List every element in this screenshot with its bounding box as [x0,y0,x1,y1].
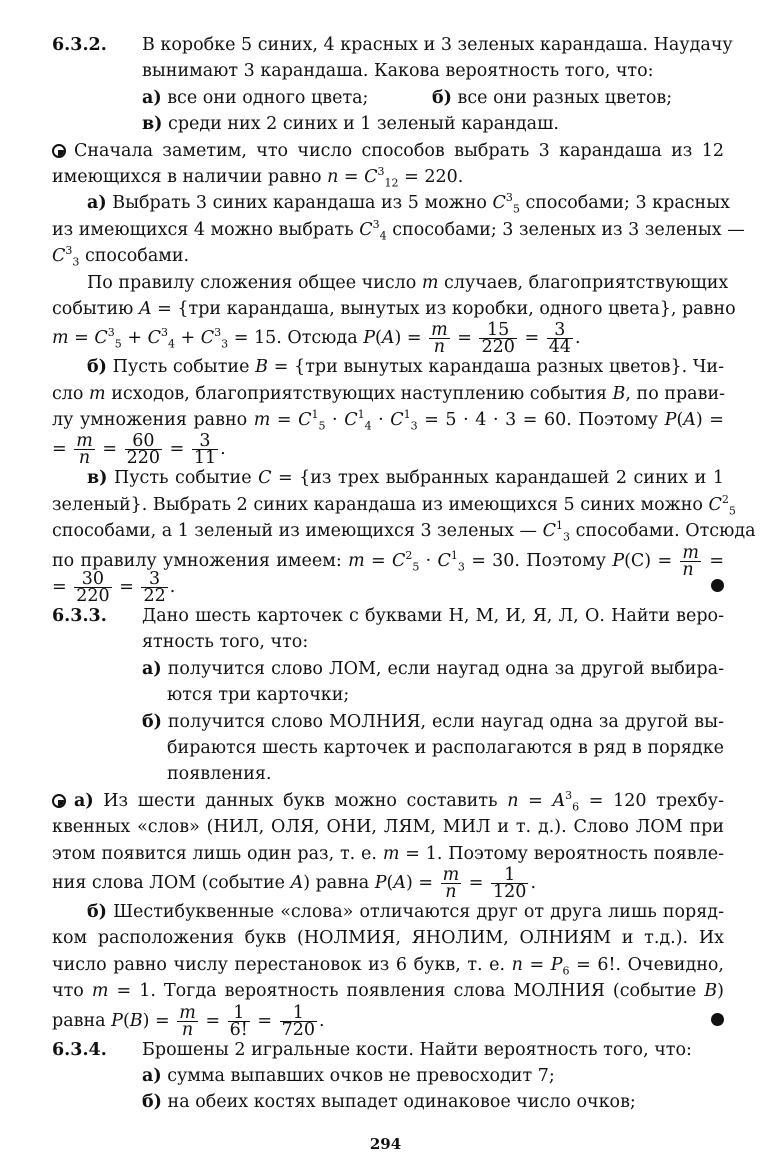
problem-number: 6.3.4. [52,1039,107,1060]
solution-start-icon [52,794,66,808]
solution-6-3-2: Сначала заметим, что число способов выбрать 3 карандаша из 12 [52,138,724,164]
problem-6-3-3: 6.3.3. Дано шесть карточек с буквами Н, М, И, Я, Л, О. Найти веро- [52,603,724,629]
solution-6-3-3: а) Из шести данных букв можно составить $n = A^3_6 = 120$ трехбу- [52,788,724,814]
solution-start-icon [52,144,66,158]
problem-number: 6.3.3. [52,606,107,627]
problem-6-3-2: 6.3.2. В коробке 5 синих, 4 красных и 3 зеленых карандаша. Наудачу [52,32,724,58]
problem-number: 6.3.2. [52,35,107,55]
textbook-page: 6.3.2. В коробке 5 синих, 4 красных и 3 зеленых карандаша. Наудачу вынимают 3 карандаша. Какова вероятность того, что: а) все они одного цвета; б) все они разных цветов; в) среди них 2 синих и 1 зеленый карандаш. Сначала заметим, что число способов выбрать 3 карандаша из 12 имеющихся в наличии равно $n = C^3_{12} = 220$. а) Выбрать 3 синих карандаша из 5 можно $C^3_5$ способами; 3 красных из имеющихся 4 можно выбрать $C^3_4$ способами; 3 зеленых из 3 зеленых — $C^3_3$ способами. По правилу сложения общее число m случаев, благоприятствующих событию A = {три карандаша, вынутых из коробки, одного цвета}, равно $m = C^3_5 + C^3_4 + C^3_3 = 15$. Отсюда P(A) = $\frac{m}{n}$ = $\frac{15}{220}$ = $\frac{3}{44}$ . б) Пусть событие B = {три вынутых карандаша разных цветов}. Чи- сло m исходов, благоприятствующих наступлению события B, по прави- лу умножения равно $m = C^1_5 \cdot C^1_4 \cdot C^1_3 = 5 \cdot 4 \cdot 3 = 60$. Поэтому P(A) = = $\frac{m}{n}$ = $\frac{60}{220}$ = $\frac{3}{11}$ . в) Пусть событие C = {из трех выбранных карандашей 2 синих и 1 зеленый}. Выбрать 2 синих карандаша из имеющихся 5 синих можно $C^2_5$ способами, а 1 зеленый из имеющихся 3 зеленых — $C^1_3$ способами. Отсюда по правилу умножения имеем: $m = C^2_5 \cdot C^1_3 = 30$. Поэтому P(C) = $\frac{m}{n}$ = = $\frac{30}{220}$ = $\frac{3}{22}$ . 6.3.3. Дано шесть карточек с буквами Н, М, И, Я, Л, О. Найти веро- ятность того, что: а) получится слово ЛОМ, если наугад одна за другой выбира- ются три карточки; б) получится слово МОЛНИЯ, если наугад одна за другой вы- бираются шесть карточек и располагаются в ряд в порядке появления. а) Из шести данных букв можно составить $n = A^3_6 = 120$ трехбу- квенных «слов» (НИЛ, ОЛЯ, ОНИ, ЛЯМ, МИЛ и т. д.). Слово ЛОМ при этом появится лишь один раз, т. е. m = 1. Поэтому вероятность появле- ния слова ЛОМ (событие A) равна P(A) = $\frac{m}{n}$ = $\frac{1}{120}$ . б) Шестибуквенные «слова» отличаются друг от друга лишь поряд- ком расположения букв (НОЛМИЯ, ЯНОЛИМ, ОЛНИЯМ и т.д.). Их число равно числу перестановок из 6 букв, т. е. $n = P_6 = 6$!. Очевидно, что m = 1. Тогда вероятность появления слова МОЛНИЯ (событие B) равна P(B) = $\frac{m}{n}$ = $\frac{1}{6!}$ = $\frac{1}{720}$ . 6.3.4. Брошены 2 игральные кости. Найти вероятность того, что: а) сумма выпавших очков не превосходит 7; б) на обеих костях выпадет одинаковое число очков; [52,32,724,1116]
option-c: в) среди них 2 синих и 1 зеленый карандаш. [142,114,559,135]
problem-6-3-4: 6.3.4. Брошены 2 игральные кости. Найти вероятность того, что: [52,1037,724,1063]
solution-end-icon [711,579,724,592]
solution-end-icon [711,1013,724,1026]
option-a-b: а) все они одного цвета; б) все они разных цветов; [142,87,673,108]
page-number: 294 [369,1135,402,1153]
